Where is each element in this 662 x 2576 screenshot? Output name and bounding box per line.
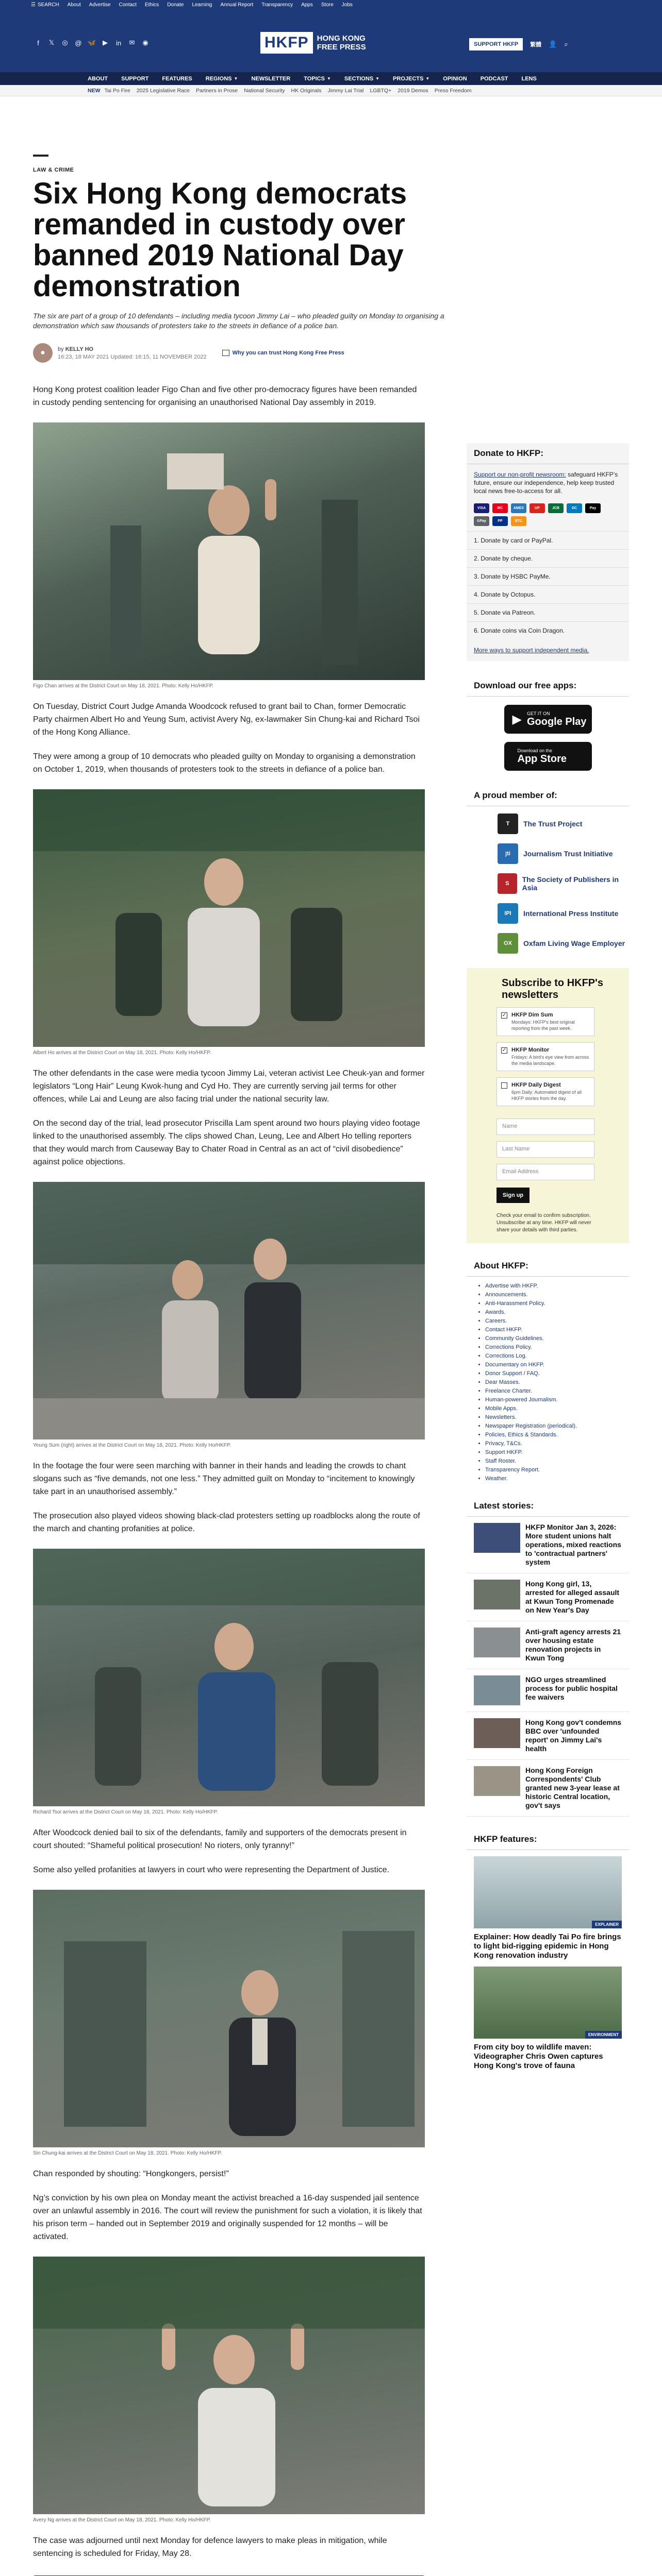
about-link[interactable]: • Newspaper Registration (periodical). [485, 1422, 622, 1431]
feature-title: From city boy to wildlife maven: Videographer Chris Owen captures Hong Kong's trove of fauna [474, 2043, 603, 2070]
story-title: Hong Kong Foreign Correspondents' Club granted new 3-year lease at historic Central location, gov't says [525, 1766, 620, 1809]
author-name[interactable]: KELLY HO [65, 346, 94, 352]
newsletter-option[interactable] [496, 1077, 594, 1106]
rss-icon[interactable]: ◉ [142, 39, 148, 46]
donate-widget [467, 443, 629, 661]
nav-label: PROJECTS [393, 75, 424, 82]
topbar-link-ethics[interactable]: Ethics [144, 2, 159, 8]
nav-label: ABOUT [88, 75, 108, 82]
instagram-icon[interactable]: ◎ [62, 39, 68, 46]
topbar-link-store[interactable]: Store [321, 2, 334, 8]
shield-icon [222, 350, 229, 356]
new-badge: NEW [88, 87, 101, 94]
article-photo [33, 789, 425, 1047]
paragraph: Some also yelled profanities at lawyers in court who were representing the Department of Justice. [33, 1866, 390, 1874]
nav-item-topics[interactable] [304, 76, 331, 82]
newsletter-name: HKFP Daily Digest [511, 1082, 561, 1088]
paragraph: After Woodcock denied bail to six of the defendants, family and supporters of the democrats present in court shouted: “Shameful political prosecution! No rioters, only tyranny!” [33, 1828, 407, 1850]
feature-tag: EXPLAINER [592, 1921, 622, 1928]
trending-link[interactable]: LGBTQ+ [370, 87, 392, 94]
photo-illustration [33, 1182, 425, 1439]
story-thumbnail [474, 1766, 520, 1796]
checkbox-icon[interactable] [501, 1082, 507, 1089]
nav-label: LENS [521, 75, 537, 82]
first-name-input[interactable]: Name [496, 1118, 594, 1135]
nav-label: NEWSLETTER [251, 75, 291, 82]
newsletter-name: HKFP Dim Sum [511, 1012, 553, 1018]
donate-intro [467, 464, 629, 501]
trust-link-label: Why you can trust Hong Kong Free Press [232, 350, 344, 356]
member-label: Journalism Trust Initiative [523, 850, 613, 858]
about-link[interactable]: • Awards. [485, 1308, 622, 1317]
article-photo [33, 1890, 425, 2147]
store-big-label: App Store [517, 753, 567, 765]
trending-link[interactable]: Jimmy Lai Trial [327, 87, 364, 94]
email-input[interactable]: Email Address [496, 1164, 594, 1180]
about-link[interactable]: • Newsletters. [485, 1413, 622, 1422]
article-photo [33, 1549, 425, 1806]
story-title: Hong Kong gov't condemns BBC over 'unfounded report' on Jimmy Lai's health [525, 1718, 622, 1753]
about-link[interactable]: • Human-powered Journalism. [485, 1396, 622, 1404]
about-link[interactable]: • Support HKFP. [485, 1448, 622, 1457]
signup-button[interactable]: Sign up [496, 1188, 529, 1203]
nav-item-sections[interactable] [344, 76, 379, 82]
googlepay-icon: GPay [474, 516, 489, 526]
user-icon[interactable]: 👤 [549, 40, 557, 48]
trending-link[interactable]: 2025 Legislative Race [136, 87, 190, 94]
header-actions [469, 38, 575, 50]
about-link[interactable]: • Careers. [485, 1317, 622, 1326]
article-headline: Six Hong Kong democrats remanded in custody over banned 2019 National Day demonstration [33, 177, 407, 303]
member-label: International Press Institute [523, 909, 619, 918]
store-small-label: Download on the [517, 748, 553, 753]
chevron-down-icon: ▼ [425, 76, 430, 81]
latest-story[interactable] [467, 1517, 629, 1573]
article-photo [33, 422, 425, 680]
logo-name: HONG KONG FREE PRESS [317, 34, 366, 52]
about-link[interactable]: • Freelance Charter. [485, 1387, 622, 1396]
chevron-down-icon: ▼ [234, 76, 238, 81]
donate-option[interactable]: 4. Donate by Octopus. [467, 585, 629, 603]
feature-title: Explainer: How deadly Tai Po fire brings to light bid-rigging epidemic in Hong Kong renovation industry [474, 1933, 621, 1960]
story-thumbnail [474, 1580, 520, 1609]
donate-option[interactable]: 2. Donate by cheque. [467, 549, 629, 567]
newsletter-title: Subscribe to HKFP's newsletters [502, 977, 604, 1001]
about-widget [467, 1256, 629, 1483]
search-icon[interactable]: ⌕ [564, 40, 568, 48]
article-photo [33, 1182, 425, 1439]
byline [33, 343, 454, 363]
photo-illustration [33, 1549, 425, 1806]
apps-widget [467, 675, 629, 771]
feature-tag: ENVIRONMENT [585, 2031, 622, 2039]
story-title: HKFP Monitor Jan 3, 2026: More student unions halt operations, mixed reactions to 'contractual partners' system [525, 1523, 621, 1566]
trust-project-icon: T [498, 814, 518, 834]
paragraph: On the second day of the trial, lead prosecutor Priscilla Lam spent around two hours playing video footage linked to the unauthorised assembly. The clips showed Chan, Leung, Lee and Albert Ho telling reporters that they would march from Causeway Bay to Chater Road in Central as an act of “civil disobedience” against police objections. [33, 1119, 420, 1166]
about-link[interactable]: • Dear Masses. [485, 1378, 622, 1387]
member-label: The Society of Publishers in Asia [522, 875, 619, 892]
about-link[interactable]: • Anti-Harassment Policy. [485, 1299, 622, 1308]
nav-item-about[interactable] [88, 76, 108, 82]
photo-illustration [33, 789, 425, 1047]
chevron-down-icon: ▼ [326, 76, 331, 81]
story-thumbnail [474, 1718, 520, 1748]
topbar-link-apps[interactable]: Apps [301, 2, 313, 8]
paypal-icon: PP [492, 516, 508, 526]
publish-dates: 16:23, 18 MAY 2021 Updated: 16:15, 11 NOVEMBER 2022 [58, 353, 207, 360]
donate-intro-link[interactable]: Support our non-profit newsroom: [474, 471, 566, 478]
nav-label: SUPPORT [121, 75, 149, 82]
topbar-link-transparency[interactable]: Transparency [261, 2, 293, 8]
photo-illustration [33, 422, 425, 680]
app-store-button[interactable] [504, 742, 592, 771]
latest-story[interactable] [467, 1621, 629, 1669]
store-small-label: GET IT ON [526, 710, 550, 716]
top-utility-bar [0, 0, 662, 9]
nav-item-podcast[interactable] [481, 76, 508, 82]
photo-caption: Avery Ng arrives at the District Court on May 18, 2021. Photo: Kelly Ho/HKFP. [33, 2517, 211, 2523]
topbar-link-donate[interactable]: Donate [167, 2, 184, 8]
newsletter-widget [467, 968, 629, 1243]
ipi-icon: IPI [498, 903, 518, 924]
support-hkfp-button[interactable]: SUPPORT HKFP [469, 38, 523, 50]
features-widget [467, 1829, 629, 2071]
trending-link[interactable]: HK Originals [291, 87, 322, 94]
article-standfirst: The six are part of a group of 10 defendants – including media tycoon Jimmy Lai – who pleaded guilty on Monday to organising a demonstration which saw thousands of protesters take to the streets in defiance of a police ban. [33, 312, 444, 330]
memberships-widget [467, 785, 629, 956]
paragraph: The case was adjourned until next Monday for defence lawyers to make pleas in mitigation, while sentencing is scheduled for Friday, May 28. [33, 2536, 387, 2558]
google-play-button[interactable] [504, 705, 592, 734]
about-link[interactable]: • Weather. [485, 1475, 622, 1483]
newsletter-option[interactable] [496, 1007, 594, 1036]
site-logo[interactable] [260, 32, 379, 54]
donate-option[interactable]: 5. Donate via Patreon. [467, 603, 629, 621]
youtube-icon[interactable]: ▶ [103, 39, 108, 46]
article-category[interactable]: LAW & CRIME [33, 167, 74, 173]
paragraph: Hong Kong protest coalition leader Figo Chan and five other pro-democracy figures have been remanded in custody pending sentencing for organising an unauthorised National Day assembly in 2019. [33, 385, 417, 407]
member-oxfam[interactable] [467, 926, 629, 956]
paragraph: Chan responded by shouting: “Hongkongers, persist!” [33, 2170, 229, 2178]
paragraph: They were among a group of 10 democrats who pleaded guilty on Monday to organising a demonstration on October 1, 2019, when thousands of protesters took to the streets in defiance of a police ban. [33, 752, 416, 774]
author-prefix: by [58, 346, 64, 352]
sopa-icon: S [498, 873, 517, 894]
linkedin-icon[interactable]: in [115, 39, 122, 47]
menu-icon: ☰ [31, 2, 36, 8]
mail-icon[interactable]: ✉ [129, 39, 135, 46]
trending-link[interactable]: 2019 Demos [398, 87, 428, 94]
sidebar [467, 443, 629, 2071]
about-link[interactable]: • Corrections Log. [485, 1352, 622, 1361]
about-link[interactable]: • Announcements. [485, 1291, 622, 1299]
member-sopa[interactable] [467, 866, 629, 896]
article [33, 155, 454, 2576]
trending-link[interactable]: Press Freedom [434, 87, 472, 94]
checkbox-checked-icon[interactable]: ✓ [502, 1012, 507, 1018]
nav-label: SECTIONS [344, 75, 374, 82]
nav-label: TOPICS [304, 75, 325, 82]
donate-option[interactable]: 6. Donate coins via Coin Dragon. [467, 621, 629, 639]
nav-item-regions[interactable] [206, 76, 238, 82]
photo-caption: Albert Ho arrives at the District Court on May 18, 2021. Photo: Kelly Ho/HKFP. [33, 1050, 211, 1056]
nav-item-support[interactable] [121, 76, 148, 82]
checkbox-checked-icon[interactable]: ✓ [502, 1047, 507, 1053]
newsletter-option[interactable] [496, 1042, 594, 1071]
nav-label: FEATURES [162, 75, 192, 82]
latest-story[interactable] [467, 1760, 629, 1817]
feature-card[interactable] [467, 1850, 629, 1960]
photo-caption: Sin Chung-kai arrives at the District Court on May 18, 2021. Photo: Kelly Ho/HKFP. [33, 2150, 222, 2156]
trust-link[interactable] [222, 350, 344, 356]
nav-item-projects[interactable] [393, 76, 429, 82]
story-title: NGO urges streamlined process for public hospital fee waivers [525, 1675, 618, 1701]
paragraph: The other defendants in the case were media tycoon Jimmy Lai, veteran activist Lee Cheuk-yan and former legislators “Long Hair” Leung Kwok-hung and Cyd Ho. They are currently serving jail terms for other offences, while Lai and Leung are also facing trial under the national security law. [33, 1069, 425, 1104]
newsletter-desc: 6pm Daily: Automated digest of all HKFP stories from the day. [511, 1090, 582, 1101]
divider [33, 155, 48, 157]
topbar-link-contact[interactable]: Contact [119, 2, 137, 8]
story-thumbnail [474, 1675, 520, 1705]
nav-label: OPINION [443, 75, 467, 82]
author-info [58, 346, 207, 360]
unionpay-icon: UP [529, 503, 545, 513]
topbar-link-jobs[interactable]: Jobs [341, 2, 353, 8]
newsletter-desc: Fridays: A bird's eye view from across the media landscape. [511, 1055, 589, 1066]
paragraph: The prosecution also played videos showing black-clad protesters setting up roadblocks along the route of the march and chanting profanities at police. [33, 1512, 420, 1533]
jcb-icon: JCB [548, 503, 564, 513]
about-link[interactable]: • Donor Support / FAQ. [485, 1369, 622, 1378]
about-link[interactable]: • Transparency Report. [485, 1466, 622, 1475]
x-icon[interactable]: 𝕏 [48, 39, 55, 46]
member-label: The Trust Project [523, 820, 583, 828]
about-link[interactable]: • Corrections Policy. [485, 1343, 622, 1352]
topbar-search[interactable] [31, 2, 59, 8]
about-link[interactable]: • Advertise with HKFP. [485, 1282, 622, 1291]
author-avatar: ● [33, 343, 53, 363]
mastercard-icon: MC [492, 503, 508, 513]
last-name-input[interactable]: Last Name [496, 1141, 594, 1158]
photo-caption: Richard Tsoi arrives at the District Court on May 18, 2021. Photo: Kelly Ho/HKFP. [33, 1809, 218, 1815]
more-ways-link[interactable]: More ways to support independent media. [474, 647, 589, 654]
nav-item-newsletter[interactable] [251, 76, 290, 82]
topbar-link-learning[interactable]: Learning [192, 2, 212, 8]
about-link[interactable]: • Privacy, T&Cs. [485, 1439, 622, 1448]
main-nav [0, 72, 662, 85]
newsletter-note: Check your email to confirm subscription. Unsubscribe at any time. HKFP will never share your details with third parties. [496, 1213, 591, 1233]
feature-image [474, 1856, 622, 1928]
site-header [0, 9, 662, 72]
topbar-link-about[interactable]: About [67, 2, 81, 8]
about-link[interactable]: • Staff Roster. [485, 1457, 622, 1466]
nav-label: REGIONS [205, 75, 232, 82]
latest-story[interactable] [467, 1712, 629, 1760]
topbar-link-annual-report[interactable]: Annual Report [220, 2, 254, 8]
photo-caption: Yeung Sum (right) arrives at the District Court on May 18, 2021. Photo: Kelly Ho/HKFP. [33, 1443, 231, 1448]
donate-option[interactable]: 1. Donate by card or PayPal. [467, 531, 629, 549]
latest-story[interactable] [467, 1573, 629, 1621]
facebook-icon[interactable]: f [37, 39, 39, 47]
diners-icon: DC [567, 503, 582, 513]
members-title: A proud member of: [467, 785, 629, 806]
social-links [33, 38, 154, 48]
feature-image [474, 1967, 622, 2039]
latest-stories-widget [467, 1496, 629, 1817]
story-title: Hong Kong girl, 13, arrested for alleged assault at Kwun Tong Promenade on New Year's Day [525, 1580, 620, 1614]
jti-icon: jti [498, 843, 518, 864]
bitcoin-icon: BTC [511, 516, 526, 526]
latest-title: Latest stories: [467, 1496, 629, 1517]
about-links [467, 1277, 629, 1483]
latest-story[interactable] [467, 1669, 629, 1712]
nav-label: PODCAST [480, 75, 508, 82]
store-big-label: Google Play [526, 716, 587, 727]
member-label: Oxfam Living Wage Employer [523, 939, 625, 947]
donate-intro-text: safeguard HKFP’s future, ensure our independence, help keep trusted local news free-to-access for all. [474, 471, 618, 495]
donate-option[interactable]: 3. Donate by HSBC PayMe. [467, 567, 629, 585]
member-ipi[interactable] [467, 896, 629, 926]
newsletter-desc: Mondays: HKFP's best original reporting from the past week. [511, 1020, 575, 1031]
topbar-link-advertise[interactable]: Advertise [89, 2, 111, 8]
nav-item-features[interactable] [162, 76, 192, 82]
paragraph: On Tuesday, District Court Judge Amanda Woodcock refused to grant bail to Chan, former Democratic Party chairmen Albert Ho and Yeung Sum, activist Avery Ng, ex-lawmaker Sin Chung-kai and Richard Tsoi of the Hong Kong Alliance. [33, 702, 420, 737]
about-link[interactable]: • Contact HKFP. [485, 1326, 622, 1334]
photo-caption: Figo Chan arrives at the District Court on May 18, 2021. Photo: Kelly Ho/HKFP. [33, 683, 213, 689]
photo-illustration [33, 2257, 425, 2514]
trending-link[interactable]: National Security [244, 87, 285, 94]
about-link[interactable]: • Mobile Apps. [485, 1404, 622, 1413]
member-jti[interactable] [467, 836, 629, 866]
google-play-icon: ▶ [512, 712, 522, 726]
donate-title: Donate to HKFP: [467, 443, 629, 464]
story-title: Anti-graft agency arrests 21 over housing estate renovation projects in Kwun Tong [525, 1628, 621, 1662]
nav-item-opinion[interactable] [443, 76, 467, 82]
visa-icon: VISA [474, 503, 489, 513]
oxfam-icon: OX [498, 933, 518, 954]
paragraph: Ng’s conviction by his own plea on Monday meant the activist breached a 16-day suspended jail sentence over an unlawful assembly in 2016. The court will review the punishment for such a violation, it is likely that his prison term – handed out in September 2019 and originally suspended for 12 months – will be activated. [33, 2194, 422, 2241]
nav-item-lens[interactable] [522, 76, 537, 82]
features-title: HKFP features: [467, 1829, 629, 1850]
newsletter-name: HKFP Monitor [511, 1047, 550, 1053]
language-switch[interactable]: 繁體 [530, 42, 542, 48]
member-trust-project[interactable] [467, 806, 629, 836]
topbar-link: SEARCH [37, 2, 59, 8]
paragraph: In the footage the four were seen marching with banner in their hands and leading the crowds to chant slogans such as “five demands, not one less.” They admitted guilt on Monday to “incitement to knowingly take part in an unauthorised assembly.” [33, 1462, 415, 1496]
bluesky-icon[interactable]: 🦋 [87, 39, 96, 46]
amex-icon: AMEX [511, 503, 526, 513]
story-thumbnail [474, 1523, 520, 1553]
logo-abbr: HKFP [260, 32, 313, 54]
article-photo [33, 2257, 425, 2514]
chevron-down-icon: ▼ [375, 76, 380, 81]
about-link[interactable]: • Policies, Ethics & Standards. [485, 1431, 622, 1439]
applepay-icon: Pay [585, 503, 601, 513]
trending-bar [0, 85, 662, 96]
apps-title: Download our free apps: [467, 675, 629, 697]
about-link[interactable]: • Community Guidelines. [485, 1334, 622, 1343]
feature-card[interactable] [467, 1960, 629, 2071]
about-title: About HKFP: [467, 1256, 629, 1277]
story-thumbnail [474, 1628, 520, 1657]
about-link[interactable]: • Documentary on HKFP. [485, 1361, 622, 1369]
payment-methods [467, 501, 629, 531]
trending-link[interactable]: Tai Po Fire [104, 87, 130, 94]
photo-illustration [33, 1890, 425, 2147]
trending-link[interactable]: Partners in Prose [196, 87, 238, 94]
threads-icon[interactable]: @ [75, 39, 82, 47]
